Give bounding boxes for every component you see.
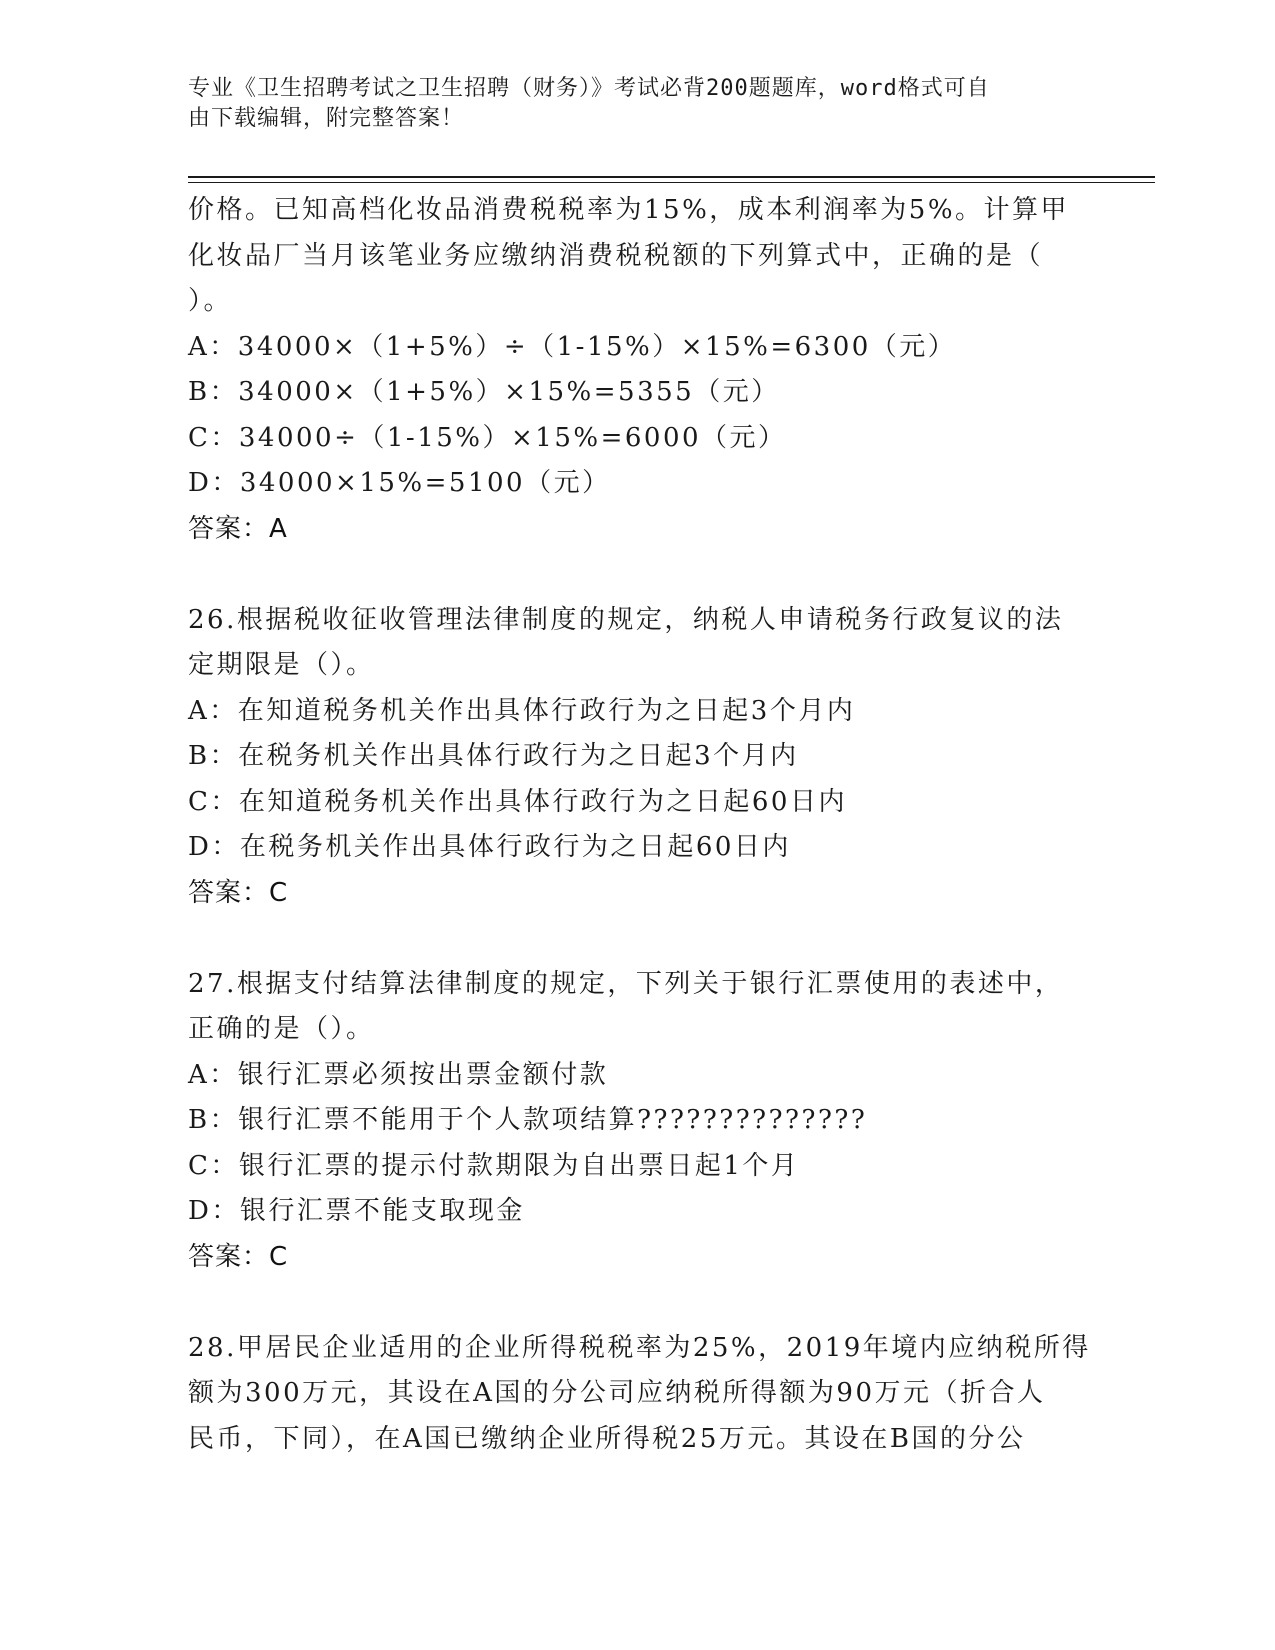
header-line-1: 专业《卫生招聘考试之卫生招聘（财务）》考试必背200题题库，word格式可自 [188,76,990,101]
document-body [188,188,1091,1462]
question-text-line: 定期限是（）。 [188,650,375,680]
answer-line: 答案：C [188,877,289,908]
option-c: C：银行汇票的提示付款期限为自出票日起1个月 [188,1150,800,1181]
question-26 [188,598,1073,917]
option-d: D：34000×15%=5100（元） [188,468,611,498]
spacer [188,1280,1073,1326]
spacer [188,916,1073,962]
option-b: B：银行汇票不能用于个人款项结算?????????????? [188,1105,868,1135]
answer-line: 答案：C [188,1241,289,1272]
option-b: B：在税务机关作出具体行政行为之日起3个月内 [188,741,799,771]
answer-line: 答案：A [188,513,288,544]
option-b: B：34000×（1+5%）×15%=5355（元） [188,377,780,407]
question-text-line: ）。 [188,286,233,316]
question-27 [188,962,1073,1281]
question-text-line: 民币，下同），在A国已缴纳企业所得税25万元。其设在B国的分公 [188,1423,1026,1454]
question-text-line: 化妆品厂当月该笔业务应缴纳消费税税额的下列算式中，正确的是（ [188,240,1044,271]
option-a: A：34000×（1+5%）÷（1-15%）×15%=6300（元） [188,331,957,362]
option-a: A：银行汇票必须按出票金额付款 [188,1059,609,1090]
question-text-line: 正确的是（）。 [188,1014,375,1044]
question-text-line: 价格。已知高档化妆品消费税税率为15%，成本利润率为5%。计算甲 [188,195,1070,225]
question-text-line: 28.甲居民企业适用的企业所得税税率为25%，2019年境内应纳税所得 [188,1332,1091,1363]
option-a: A：在知道税务机关作出具体行政行为之日起3个月内 [188,695,856,726]
question-28 [188,1326,1091,1463]
question-text-line: 27.根据支付结算法律制度的规定，下列关于银行汇票使用的表述中， [188,968,1064,999]
header-divider-thick [188,176,1155,178]
option-d: D：在税务机关作出具体行政行为之日起60日内 [188,832,791,862]
page-header [188,74,1068,134]
header-line-2: 由下载编辑，附完整答案！ [188,106,465,131]
option-d: D：银行汇票不能支取现金 [188,1196,525,1226]
option-c: C：在知道税务机关作出具体行政行为之日起60日内 [188,786,847,817]
question-text-line: 额为300万元，其设在A国的分公司应纳税所得额为90万元（折合人 [188,1378,1046,1408]
header-divider-thin [188,182,1155,183]
option-c: C：34000÷（1-15%）×15%=6000（元） [188,422,787,453]
spacer [188,552,1073,598]
question-25 [188,188,1073,552]
question-text-line: 26.根据税收征收管理法律制度的规定，纳税人申请税务行政复议的法 [188,604,1064,635]
